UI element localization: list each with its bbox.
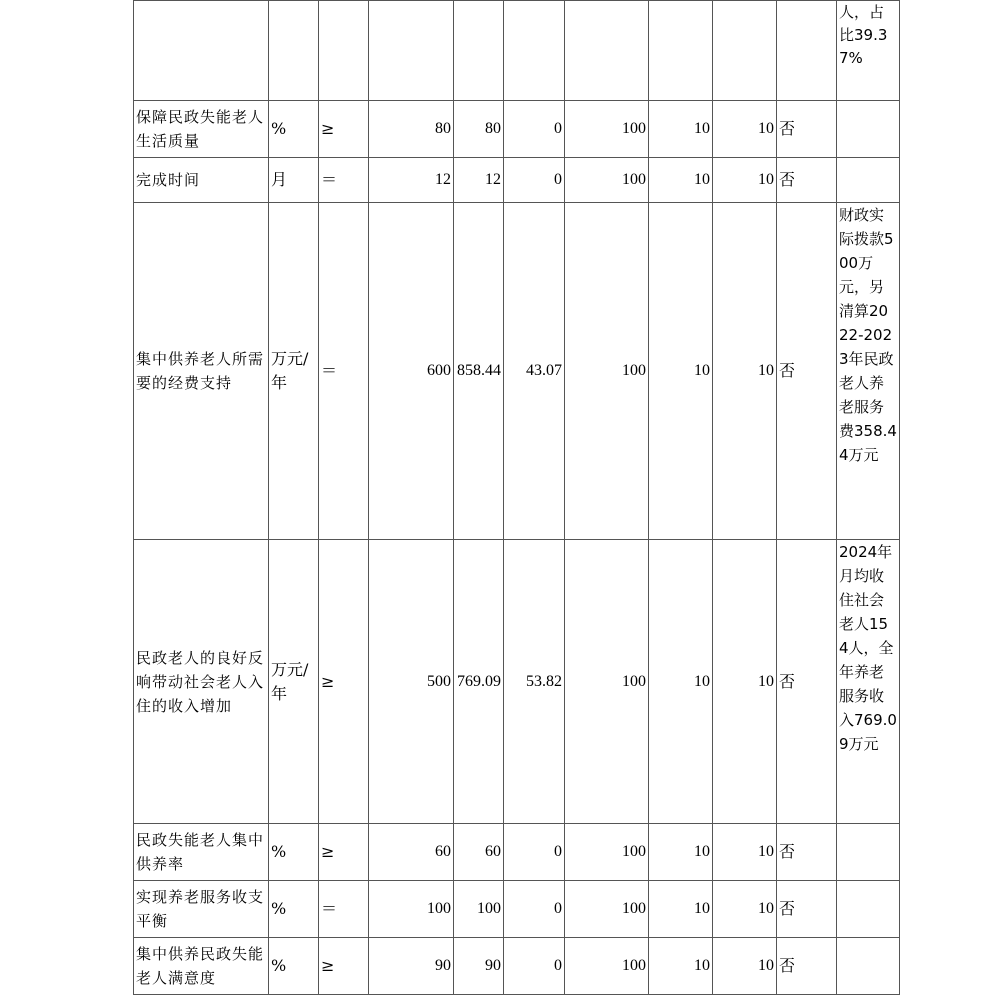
flag-cell: 否	[777, 101, 837, 158]
actual-value-cell: 60	[454, 824, 504, 881]
weight-cell: 10	[649, 824, 713, 881]
actual-value-cell: 769.09	[454, 540, 504, 824]
weight-cell	[649, 1, 713, 101]
note-cell	[837, 881, 900, 938]
table-row	[134, 203, 900, 540]
weight-cell: 10	[649, 158, 713, 203]
actual-value-cell: 12	[454, 158, 504, 203]
deviation-cell: 0	[504, 938, 565, 995]
flag-cell: 否	[777, 158, 837, 203]
operator-cell: ≥	[319, 101, 369, 158]
indicator-cell: 集中供养民政失能老人满意度	[134, 938, 269, 995]
score-cell: 10	[713, 881, 777, 938]
target-value-cell: 80	[369, 101, 454, 158]
flag-cell: 否	[777, 203, 837, 540]
note-cell	[837, 158, 900, 203]
indicator-cell	[134, 1, 269, 101]
indicator-cell: 保障民政失能老人生活质量	[134, 101, 269, 158]
score-rate-cell: 100	[565, 881, 649, 938]
actual-value-cell: 858.44	[454, 203, 504, 540]
deviation-cell: 43.07	[504, 203, 565, 540]
operator-cell: ≥	[319, 540, 369, 824]
note-cell: 财政实际拨款500万元，另清算2022-2023年民政老人养老服务费358.44万元	[837, 203, 900, 540]
score-rate-cell	[565, 1, 649, 101]
operator-cell: ＝	[319, 881, 369, 938]
table-body	[134, 1, 900, 995]
score-cell: 10	[713, 824, 777, 881]
table-row	[134, 101, 900, 158]
deviation-cell: 0	[504, 101, 565, 158]
target-value-cell: 500	[369, 540, 454, 824]
note-cell	[837, 938, 900, 995]
unit-cell: 月	[269, 158, 319, 203]
deviation-cell: 0	[504, 881, 565, 938]
deviation-cell	[504, 1, 565, 101]
score-cell: 10	[713, 540, 777, 824]
weight-cell: 10	[649, 101, 713, 158]
operator-cell: ≥	[319, 824, 369, 881]
score-cell: 10	[713, 938, 777, 995]
table-row	[134, 881, 900, 938]
deviation-cell: 0	[504, 158, 565, 203]
indicator-cell: 完成时间	[134, 158, 269, 203]
table-row	[134, 1, 900, 101]
target-value-cell: 12	[369, 158, 454, 203]
indicator-cell: 民政老人的良好反响带动社会老人入住的收入增加	[134, 540, 269, 824]
performance-indicator-table	[133, 0, 900, 995]
target-value-cell: 600	[369, 203, 454, 540]
target-value-cell: 60	[369, 824, 454, 881]
actual-value-cell: 100	[454, 881, 504, 938]
table-row	[134, 824, 900, 881]
indicator-cell: 集中供养老人所需要的经费支持	[134, 203, 269, 540]
weight-cell: 10	[649, 540, 713, 824]
flag-cell	[777, 1, 837, 101]
actual-value-cell	[454, 1, 504, 101]
table-row	[134, 540, 900, 824]
actual-value-cell: 90	[454, 938, 504, 995]
score-rate-cell: 100	[565, 540, 649, 824]
target-value-cell: 100	[369, 881, 454, 938]
unit-cell: %	[269, 101, 319, 158]
weight-cell: 10	[649, 881, 713, 938]
table-row	[134, 938, 900, 995]
flag-cell: 否	[777, 824, 837, 881]
indicator-cell: 实现养老服务收支平衡	[134, 881, 269, 938]
score-rate-cell: 100	[565, 203, 649, 540]
operator-cell: ＝	[319, 203, 369, 540]
unit-cell: %	[269, 881, 319, 938]
score-rate-cell: 100	[565, 824, 649, 881]
target-value-cell	[369, 1, 454, 101]
target-value-cell: 90	[369, 938, 454, 995]
operator-cell	[319, 1, 369, 101]
flag-cell: 否	[777, 881, 837, 938]
operator-cell: ＝	[319, 158, 369, 203]
score-cell: 10	[713, 203, 777, 540]
weight-cell: 10	[649, 938, 713, 995]
score-rate-cell: 100	[565, 938, 649, 995]
performance-table-sheet	[133, 0, 900, 995]
unit-cell: 万元/年	[269, 203, 319, 540]
unit-cell: 万元/年	[269, 540, 319, 824]
note-cell: 2024年月均收住社会老人154人，全年养老服务收入769.09万元	[837, 540, 900, 824]
deviation-cell: 0	[504, 824, 565, 881]
score-cell: 10	[713, 158, 777, 203]
unit-cell: %	[269, 824, 319, 881]
indicator-cell: 民政失能老人集中供养率	[134, 824, 269, 881]
note-cell	[837, 824, 900, 881]
deviation-cell: 53.82	[504, 540, 565, 824]
unit-cell	[269, 1, 319, 101]
flag-cell: 否	[777, 938, 837, 995]
flag-cell: 否	[777, 540, 837, 824]
score-rate-cell: 100	[565, 101, 649, 158]
operator-cell: ≥	[319, 938, 369, 995]
score-cell	[713, 1, 777, 101]
weight-cell: 10	[649, 203, 713, 540]
unit-cell: %	[269, 938, 319, 995]
actual-value-cell: 80	[454, 101, 504, 158]
score-rate-cell: 100	[565, 158, 649, 203]
note-cell	[837, 101, 900, 158]
score-cell: 10	[713, 101, 777, 158]
table-row	[134, 158, 900, 203]
note-cell: 人，占比39.37%	[837, 1, 900, 101]
